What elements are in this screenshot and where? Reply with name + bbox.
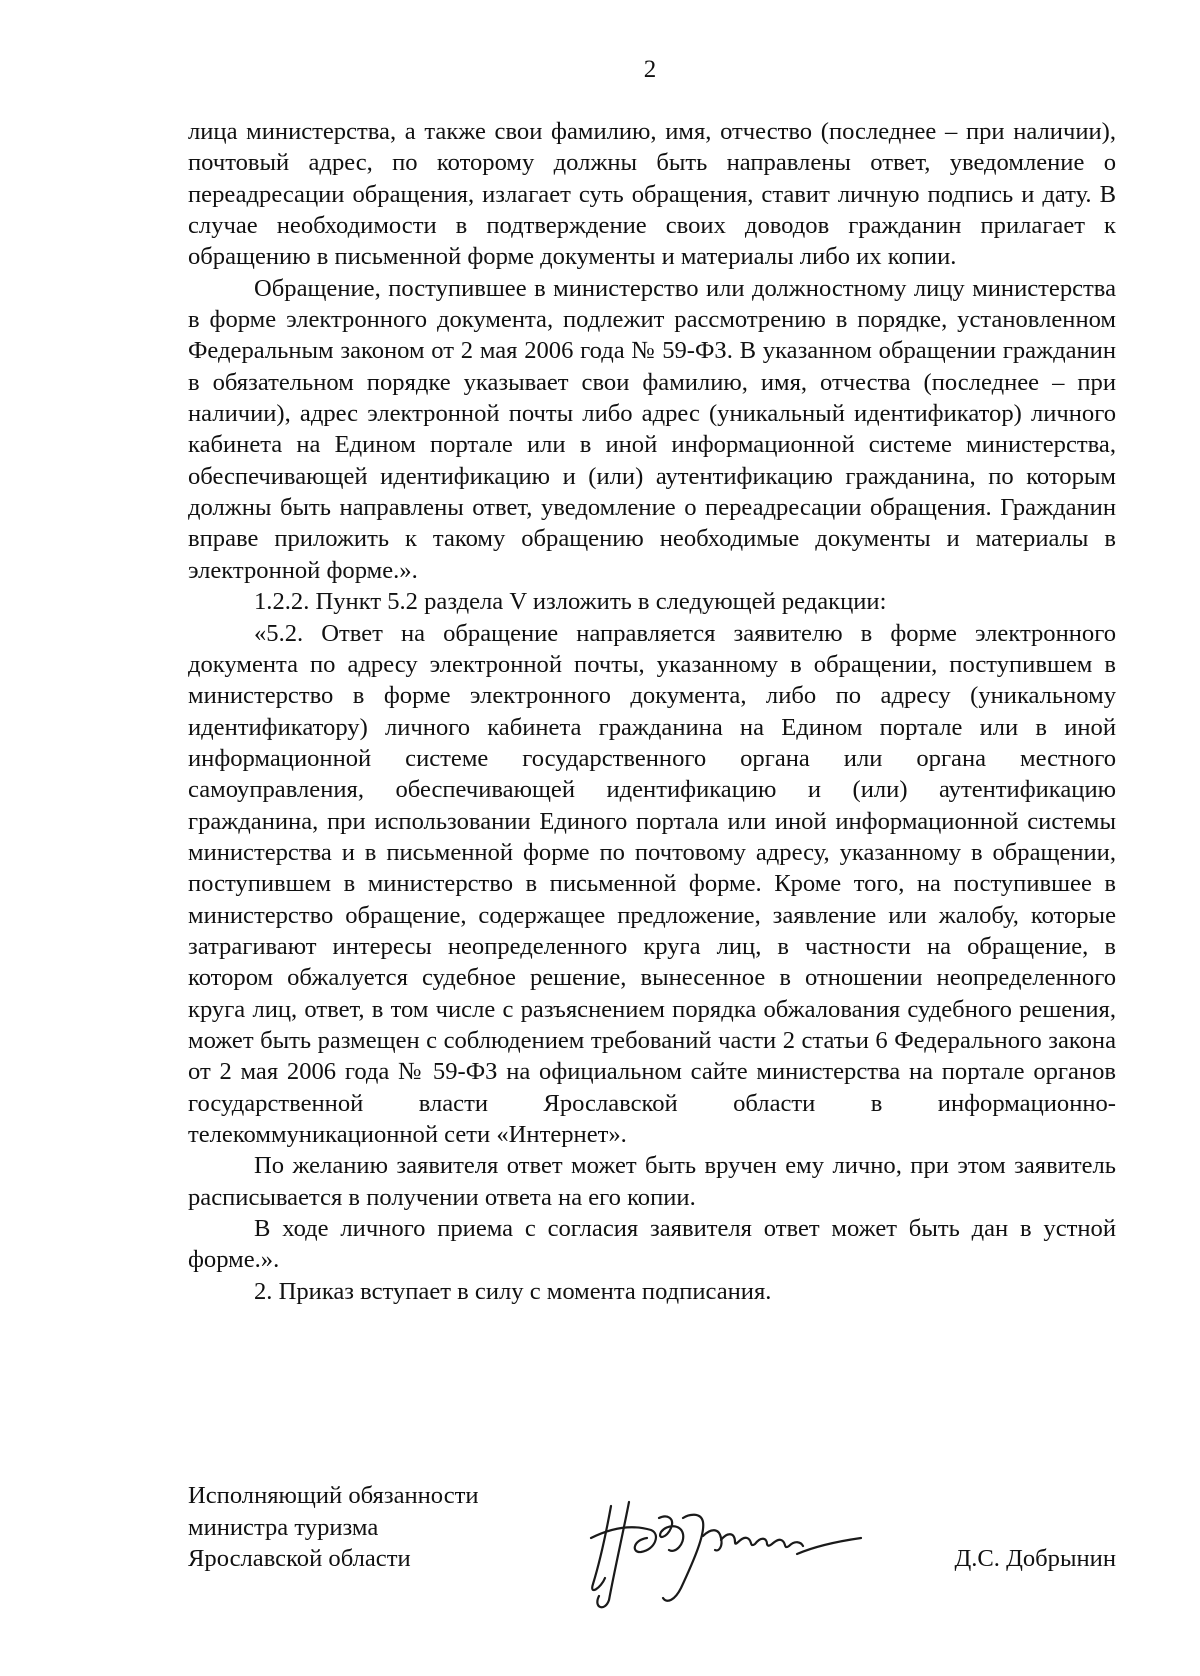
- signer-title-line: Ярославской области: [188, 1545, 411, 1572]
- paragraph-electronic-appeal: Обращение, поступившее в министерство или должностному лицу министерства в форме электронного документа, подлежит рассмотрению в порядке, установленном Федеральным законом от 2 мая 2006 года № 59-ФЗ. В указанном обращении гражданин в обязательном порядке указывает свои фамилию, имя, отчества (последнее – при наличии), адрес электронной почты либо адрес (уникальный идентификатор) личного кабинета на Едином портале или в иной информационной системе министерства, обеспечивающей идентификацию и (или) аутентификацию гражданина, по которым должны быть направлены ответ, уведомление о переадресации обращения. Гражданин вправе приложить к такому обращению необходимые документы и материалы в электронной форме.».: [188, 274, 1116, 584]
- paragraph-effective-date: 2. Приказ вступает в силу с момента подписания.: [254, 1277, 772, 1305]
- signer-title-line: Исполняющий обязанности: [188, 1482, 479, 1509]
- signature-block: [188, 1480, 1116, 1610]
- paragraph-oral-answer: В ходе личного приема с согласия заявителя ответ может быть дан в устной форме.».: [188, 1215, 1116, 1274]
- paragraph-personal-delivery: По желанию заявителя ответ может быть вручен ему лично, при этом заявитель расписывается в получении ответа на его копии.: [188, 1152, 1116, 1211]
- handwritten-signature-icon: [571, 1488, 891, 1618]
- paragraph-continuation: лица министерства, а также свои фамилию, имя, отчество (последнее – при наличии), почтовый адрес, по которому должны быть направлены ответ, уведомление о переадресации обращения, излагает суть обращения, ставит личную подпись и дату. В случае необходимости в подтверждение своих доводов гражданин прилагает к обращению в письменной форме документы и материалы либо их копии.: [188, 118, 1116, 271]
- signer-title: [188, 1480, 479, 1575]
- paragraph-amendment-heading: 1.2.2. Пункт 5.2 раздела V изложить в следующей редакции:: [254, 588, 887, 616]
- page-number: 2: [643, 56, 657, 83]
- signer-name: Д.С. Добрынин: [954, 1545, 1116, 1572]
- signer-title-line: министра туризма: [188, 1513, 379, 1541]
- paragraph-clause-5-2: «5.2. Ответ на обращение направляется заявителю в форме электронного документа по адресу электронной почты, указанному в обращении, поступившем в министерство в форме электронного документа, либо по адресу (уникальному идентификатору) личного кабинета гражданина на Едином портале или в иной информационной системе государственного органа или органа местного самоуправления, обеспечивающей идентификацию и (или) аутентификацию гражданина, при использовании Единого портала или иной информационной системы министерства и в письменной форме по почтовому адресу, указанному в обращении, поступившем в министерство в письменной форме. Кроме того, на поступившее в министерство обращение, содержащее предложение, заявление или жалобу, которые затрагивают интересы неопределенного круга лиц, в частности на обращение, в котором обжалуется судебное решение, вынесенное в отношении неопределенного круга лиц, ответ, в том числе с разъяснением порядка обжалования судебного решения, может быть размещен с соблюдением требований части 2 статьи 6 Федерального закона от 2 мая 2006 года № 59-ФЗ на официальном сайте министерства на портале органов государственной власти Ярославской области в информационно-телекоммуникационной сети «Интернет».: [188, 619, 1116, 1148]
- document-body: [188, 116, 1116, 1307]
